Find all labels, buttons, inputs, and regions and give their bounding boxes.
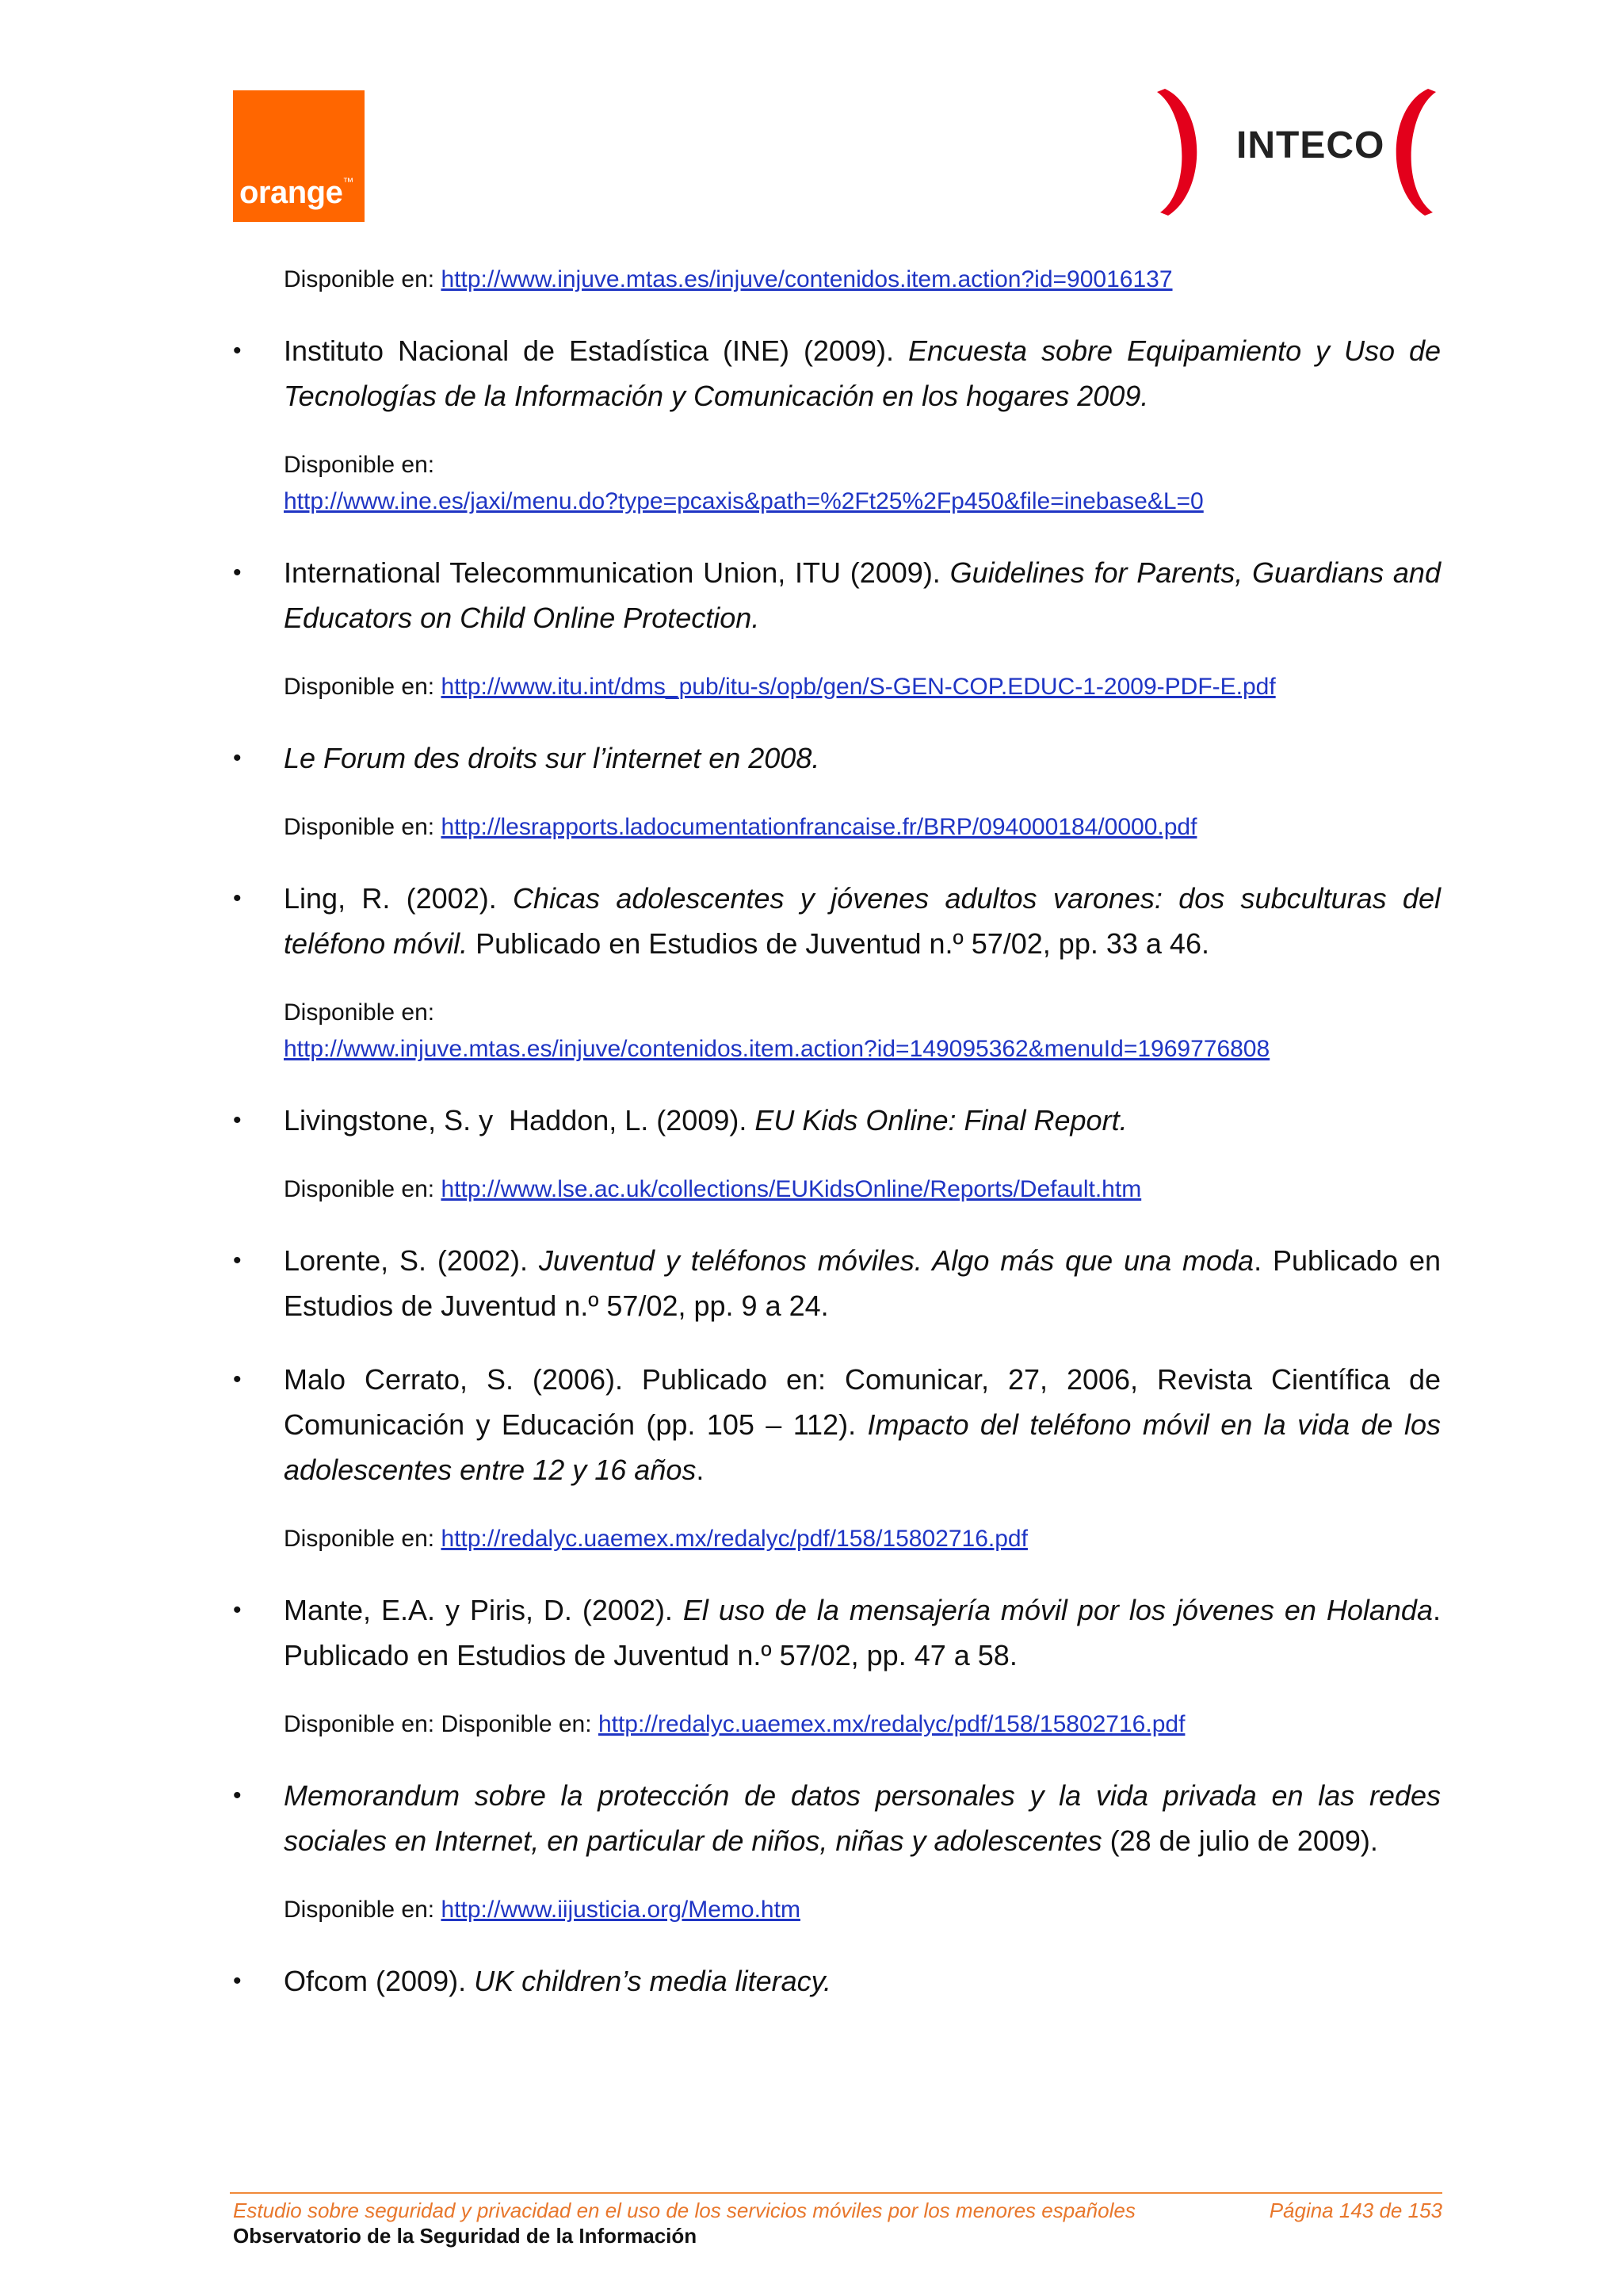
orange-logo-text: orange™ xyxy=(239,175,353,210)
reference-item: • Malo Cerrato, S. (2006). Publicado en: Comunicar, 27, 2006, Revista Científica de Comunicación y Educación (pp. 105 – 112). Impacto del teléfono móvil en la vida de los adolescentes entre 12 y 16 años. xyxy=(233,1363,1441,1486)
inteco-logo xyxy=(1157,89,1442,216)
reference-title: Encuesta sobre Equipamiento y Uso de Tecnologías de la Información y Comunicación en los hogares 2009. xyxy=(284,334,1441,412)
reference-item: • Livingstone, S. y Haddon, L. (2009). EU Kids Online: Final Report. xyxy=(233,1104,1128,1137)
reference-item: • Ofcom (2009). UK children’s media literacy. xyxy=(233,1965,831,1997)
footer-observatory: Observatorio de la Seguridad de la Información xyxy=(233,2224,697,2248)
reference-title: UK children’s media literacy. xyxy=(474,1965,831,1997)
reference-link[interactable]: http://www.injuve.mtas.es/injuve/contenidos.item.action?id=90016137 xyxy=(441,266,1173,292)
footer-divider xyxy=(230,2192,1442,2194)
reference-link[interactable]: http://www.injuve.mtas.es/injuve/contenidos.item.action?id=149095362&menuId=1969776808 xyxy=(284,1036,1270,1062)
reference-title: Le Forum des droits sur l’internet en 2008. xyxy=(284,742,820,774)
reference-title: Juventud y teléfonos móviles. Algo más que una moda xyxy=(538,1244,1254,1277)
reference-link[interactable]: http://redalyc.uaemex.mx/redalyc/pdf/158/15802716.pdf xyxy=(598,1711,1186,1737)
reference-item: • International Telecommunication Union, ITU (2009). Guidelines for Parents, Guardians and Educators on Child Online Protection. xyxy=(233,556,1441,634)
reference-item: • Ling, R. (2002). Chicas adolescentes y jóvenes adultos varones: dos subculturas del teléfono móvil. Publicado en Estudios de Juventud n.º 57/02, pp. 33 a 46. xyxy=(233,882,1441,960)
reference-list xyxy=(233,262,1441,2032)
reference-item: • Le Forum des droits sur l’internet en 2008. xyxy=(233,742,820,774)
reference-item: • Memorandum sobre la protección de datos personales y la vida privada en las redes sociales en Internet, en particular de niños, niñas y adolescentes (28 de julio de 2009). xyxy=(233,1779,1441,1857)
reference-item: • Lorente, S. (2002). Juventud y teléfonos móviles. Algo más que una moda. Publicado en Estudios de Juventud n.º 57/02, pp. 9 a 24. xyxy=(233,1244,1442,1322)
reference-title: El uso de la mensajería móvil por los jóvenes en Holanda xyxy=(682,1594,1433,1626)
reference-link[interactable]: http://www.itu.int/dms_pub/itu-s/opb/gen/S-GEN-COP.EDUC-1-2009-PDF-E.pdf xyxy=(441,674,1276,700)
availability-line: Disponible en: http://www.iijusticia.org/Memo.htm xyxy=(284,1897,800,1923)
footer-study-title: Estudio sobre seguridad y privacidad en el uso de los servicios móviles por los menores españoles xyxy=(233,2199,1136,2222)
availability-line: Disponible en: http://www.ine.es/jaxi/menu.do?type=pcaxis&path=%2Ft25%2Fp450&file=inebase&L=0 xyxy=(284,452,1204,514)
reference-title: Impacto del teléfono móvil en la vida de los adolescentes entre 12 y 16 años xyxy=(284,1408,1441,1486)
availability-line: Disponible en: http://www.injuve.mtas.es/injuve/contenidos.item.action?id=149095362&menuId=1969776808 xyxy=(284,999,1270,1062)
availability-line: Disponible en: http://redalyc.uaemex.mx/redalyc/pdf/158/15802716.pdf xyxy=(284,1526,1028,1552)
availability-line: Disponible en: http://www.itu.int/dms_pub/itu-s/opb/gen/S-GEN-COP.EDUC-1-2009-PDF-E.pdf xyxy=(284,674,1276,700)
reference-link[interactable]: http://www.lse.ac.uk/collections/EUKidsOnline/Reports/Default.htm xyxy=(441,1176,1142,1202)
orange-logo xyxy=(233,90,365,222)
availability-line: Disponible en: http://lesrapports.ladocumentationfrancaise.fr/BRP/094000184/0000.pdf xyxy=(284,814,1197,840)
inteco-logo-text: INTECO xyxy=(1236,124,1385,166)
availability-line: Disponible en: http://www.injuve.mtas.es/injuve/contenidos.item.action?id=90016137 xyxy=(284,266,1173,292)
availability-line: Disponible en: Disponible en: http://redalyc.uaemex.mx/redalyc/pdf/158/15802716.pdf xyxy=(284,1711,1186,1737)
page-number: Página 143 de 153 xyxy=(1269,2199,1442,2222)
reference-title: Guidelines for Parents, Guardians and Educators on Child Online Protection. xyxy=(284,556,1441,634)
reference-item: • Instituto Nacional de Estadística (INE) (2009). Encuesta sobre Equipamiento y Uso de Tecnologías de la Información y Comunicación en los hogares 2009. xyxy=(233,334,1441,412)
reference-link[interactable]: http://www.ine.es/jaxi/menu.do?type=pcaxis&path=%2Ft25%2Fp450&file=inebase&L=0 xyxy=(284,488,1204,514)
reference-title: Memorandum sobre la protección de datos personales y la vida privada en las redes sociales en Internet, en particular de niños, niñas y adolescentes xyxy=(284,1779,1441,1857)
reference-link[interactable]: http://redalyc.uaemex.mx/redalyc/pdf/158/15802716.pdf xyxy=(441,1526,1028,1552)
availability-line: Disponible en: http://www.lse.ac.uk/collections/EUKidsOnline/Reports/Default.htm xyxy=(284,1176,1142,1202)
reference-link[interactable]: http://lesrapports.ladocumentationfrancaise.fr/BRP/094000184/0000.pdf xyxy=(441,814,1197,840)
reference-title: Chicas adolescentes y jóvenes adultos varones: dos subculturas del teléfono móvil. xyxy=(284,882,1441,960)
reference-item: • Mante, E.A. y Piris, D. (2002). El uso de la mensajería móvil por los jóvenes en Holanda. Publicado en Estudios de Juventud n.º 57/02, pp. 47 a 58. xyxy=(233,1594,1441,1671)
reference-title: EU Kids Online: Final Report. xyxy=(754,1104,1128,1137)
reference-link[interactable]: http://www.iijusticia.org/Memo.htm xyxy=(441,1897,800,1923)
